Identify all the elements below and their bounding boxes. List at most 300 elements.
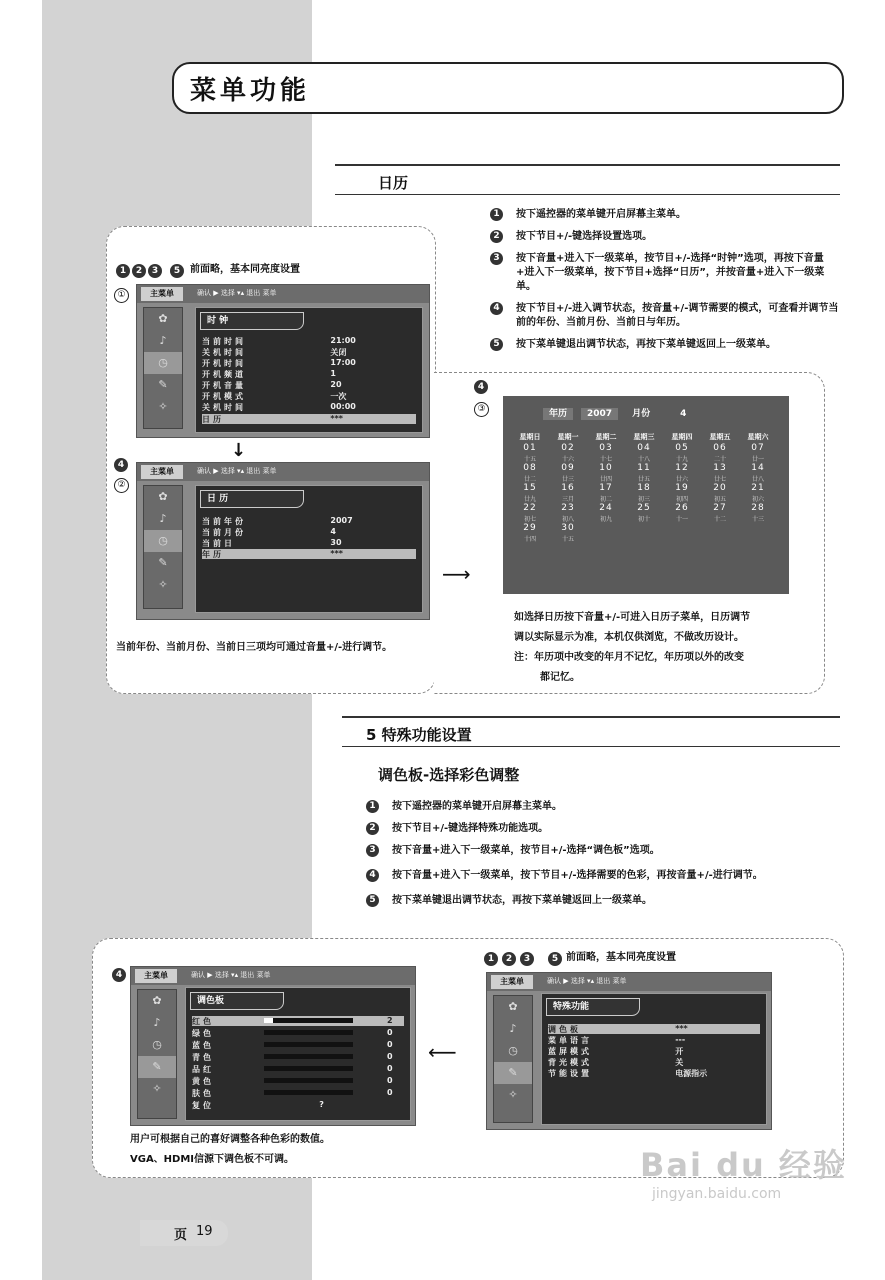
- date-cell: 19: [675, 483, 689, 493]
- date-cell: 07: [751, 443, 765, 453]
- section-rule: [342, 716, 840, 718]
- down-arrow-icon: ↓: [231, 440, 247, 461]
- row-value: 20: [330, 380, 342, 389]
- clock-icon: ◷: [508, 1044, 518, 1057]
- caption-line: 注：年历项中改变的年月不记忆，年历项以外的改变: [514, 652, 744, 663]
- menu-row: [202, 358, 416, 368]
- watermark-brand: Bai du 经验: [640, 1146, 847, 1184]
- level-bar: [264, 1090, 353, 1095]
- date-cell: 06: [713, 443, 727, 453]
- row-value: 0: [387, 1064, 393, 1073]
- lunar-cell: 廿六: [675, 476, 688, 483]
- main-menu-label: 主菜单: [141, 465, 183, 479]
- special-caption: [130, 1130, 330, 1170]
- date-cell: 17: [599, 483, 613, 493]
- step-marker: 4: [114, 458, 128, 472]
- lunar-cell: 初七: [523, 516, 536, 523]
- key-hint: 确认 ▶ 选择 ▾▴ 退出 菜单: [191, 971, 271, 979]
- special-steps: [366, 800, 786, 916]
- row-label: 开机频道: [202, 370, 246, 379]
- lunar-cell: 十四: [523, 536, 536, 543]
- menu-sidebar: [493, 995, 533, 1123]
- level-bar-fill: [273, 1018, 353, 1023]
- date-cell: 28: [751, 503, 765, 513]
- lunar-cell: 廿七: [713, 476, 726, 483]
- row-label: 开机音量: [202, 381, 246, 390]
- menu-row: [548, 1046, 760, 1056]
- date-cell: 29: [523, 523, 537, 533]
- step-number: 5: [366, 894, 379, 907]
- date-cell: 30: [561, 523, 575, 533]
- lunar-cell: 初四: [675, 496, 688, 503]
- row-label: 蓝色: [192, 1041, 214, 1050]
- lunar-cell: 十八: [637, 456, 650, 463]
- row-label: 背光模式: [548, 1058, 592, 1067]
- row-label: 关机时间: [202, 348, 246, 357]
- calendar-grid: [511, 432, 783, 542]
- step-text: 按下菜单键退出调节状态，再按下菜单键返回上一级菜单。: [516, 339, 776, 350]
- date-row: [511, 443, 783, 453]
- row-value: 0: [387, 1040, 393, 1049]
- weekday-row: [511, 432, 783, 442]
- watermark-url: jingyan.baidu.com: [652, 1186, 782, 1202]
- page-number-box: [140, 1220, 228, 1246]
- tv-menu-screen-special: [486, 972, 772, 1130]
- date-cell: 16: [561, 483, 575, 493]
- palette-row: [192, 1088, 404, 1098]
- row-label: 绿色: [192, 1029, 214, 1038]
- key-hint: 确认 ▶ 选择 ▾▴ 退出 菜单: [547, 977, 627, 985]
- year-value: 2007: [581, 408, 618, 420]
- step-number: 1: [366, 800, 379, 813]
- lunar-row: [511, 474, 783, 482]
- row-value: 2007: [330, 516, 353, 525]
- palette-row: [192, 1064, 404, 1074]
- menu-sidebar: [137, 989, 177, 1119]
- lunar-cell: 初九: [599, 516, 612, 523]
- menu-panel: [541, 993, 767, 1125]
- menu-row: [202, 516, 416, 526]
- level-bar: [264, 1018, 353, 1023]
- date-row: [511, 483, 783, 493]
- step-text: 按下音量+进入下一级菜单，按下节目+/-选择需要的色彩，再按音量+/-进行调节。: [392, 870, 763, 881]
- lunar-row: [511, 494, 783, 502]
- panel-title: 调色板: [190, 992, 284, 1010]
- lunar-cell: 十五: [561, 536, 574, 543]
- date-cell: 03: [599, 443, 613, 453]
- step-marker: 4: [474, 380, 488, 394]
- level-bar-fill: [264, 1090, 353, 1095]
- year-label: 年历: [543, 408, 573, 420]
- step-item: [490, 338, 840, 352]
- palette-row-selected: [192, 1016, 404, 1026]
- tv-menu-screen-clock: [136, 284, 430, 438]
- date-row: [511, 523, 783, 533]
- palette-row: [192, 1028, 404, 1038]
- calendar-caption-left: 当前年份、当前月份、当前日三项均可通过音量+/-进行调节。: [116, 642, 393, 653]
- picture-icon: ✿: [508, 1000, 518, 1013]
- step-item: [490, 230, 840, 244]
- lunar-cell: 廿五: [637, 476, 650, 483]
- section-rule: [335, 164, 840, 166]
- row-value: 0: [387, 1028, 393, 1037]
- year-calendar-screen: [503, 396, 789, 594]
- row-label: 蓝屏模式: [548, 1047, 592, 1056]
- row-value: 0: [387, 1088, 393, 1097]
- weekday: 星期二: [595, 433, 617, 441]
- row-label: 开机模式: [202, 392, 246, 401]
- step-item: [366, 866, 786, 886]
- setup-icon: ✎: [158, 378, 168, 391]
- row-label: 年历: [202, 550, 224, 559]
- group-num: 2: [502, 952, 516, 966]
- step-number: 4: [366, 869, 379, 882]
- date-cell: 05: [675, 443, 689, 453]
- date-cell: 02: [561, 443, 575, 453]
- lunar-cell: [625, 534, 663, 542]
- weekday: 星期四: [671, 433, 693, 441]
- step-item: [366, 800, 786, 814]
- lunar-cell: 初六: [751, 496, 764, 503]
- date-cell: [663, 523, 701, 533]
- date-cell: 01: [523, 443, 537, 453]
- tv-menu-screen-palette: [130, 966, 416, 1126]
- menu-row: [202, 402, 416, 412]
- section-title-calendar: 日历: [378, 174, 409, 192]
- lunar-cell: 十二: [713, 516, 726, 523]
- menu-panel: [195, 485, 423, 613]
- row-value: ***: [675, 1024, 688, 1033]
- page-number: 19: [196, 1224, 213, 1239]
- row-value: ***: [330, 549, 343, 558]
- row-value: 17:00: [330, 358, 356, 367]
- row-value: 21:00: [330, 336, 356, 345]
- lunar-cell: 十六: [561, 456, 574, 463]
- row-label: 当前月份: [202, 528, 246, 537]
- step-text: 按下节目+/-进入调节状态，按音量+/-调节需要的模式，可查看并调节当前的年份、当前月份、当前日与年历。: [516, 303, 839, 328]
- lunar-cell: 十三: [751, 516, 764, 523]
- palette-row: [192, 1040, 404, 1050]
- row-label: 日历: [202, 415, 224, 424]
- date-cell: 25: [637, 503, 651, 513]
- section-subtitle-palette: 调色板-选择彩色调整: [378, 766, 520, 784]
- setup-icon: ✎: [158, 556, 168, 569]
- lunar-row: [511, 454, 783, 462]
- lunar-cell: 十九: [675, 456, 688, 463]
- lunar-cell: 廿九: [523, 496, 536, 503]
- level-bar-fill: [264, 1078, 353, 1083]
- row-value: 2: [387, 1016, 393, 1025]
- row-value: 关: [675, 1058, 684, 1067]
- sound-icon: ♪: [153, 1016, 161, 1029]
- main-menu-label: 主菜单: [141, 287, 183, 301]
- page-label: 页: [174, 1228, 188, 1243]
- lunar-cell: 廿三: [561, 476, 574, 483]
- step-text: 按下音量+进入下一级菜单，按节目+/-选择“时钟”选项，再按下音量+进入下一级菜单，按下节目+选择“日历”，并按音量+进入下一级菜单。: [516, 253, 825, 292]
- group-num: 5: [548, 952, 562, 966]
- lunar-row: [511, 514, 783, 522]
- lunar-cell: 廿四: [599, 476, 612, 483]
- key-hint: 确认 ▶ 选择 ▾▴ 退出 菜单: [197, 467, 277, 475]
- lunar-cell: 初十: [637, 516, 650, 523]
- lunar-cell: [587, 534, 625, 542]
- level-bar-fill: [264, 1042, 353, 1047]
- section-title-special: 5 特殊功能设置: [366, 726, 472, 744]
- date-cell: 26: [675, 503, 689, 513]
- row-value: 30: [330, 538, 342, 547]
- date-cell: [587, 523, 625, 533]
- menu-row: [202, 347, 416, 357]
- menu-row-selected: [548, 1024, 760, 1034]
- caption-line: 用户可根据自己的喜好调整各种色彩的数值。: [130, 1134, 330, 1145]
- lunar-cell: 十七: [599, 456, 612, 463]
- date-cell: 09: [561, 463, 575, 473]
- date-cell: 22: [523, 503, 537, 513]
- lunar-cell: 初八: [561, 516, 574, 523]
- menu-panel: [195, 307, 423, 433]
- row-label: 品红: [192, 1065, 214, 1074]
- weekday: 星期五: [709, 433, 731, 441]
- sound-icon: ♪: [159, 512, 167, 525]
- setup-icon: ✎: [494, 1062, 532, 1084]
- special-icon: ✧: [158, 400, 168, 413]
- step-number: 5: [490, 338, 503, 351]
- lunar-cell: 初三: [637, 496, 650, 503]
- lunar-cell: [663, 534, 701, 542]
- step-text: 按下节目+/-键选择设置选项。: [516, 231, 653, 242]
- step-number: 2: [366, 822, 379, 835]
- calendar-header: [543, 406, 686, 419]
- special-icon: ✧: [158, 578, 168, 591]
- step-number: 1: [490, 208, 503, 221]
- step-text: 按下节目+/-键选择特殊功能选项。: [392, 823, 549, 834]
- section-rule: [335, 194, 840, 195]
- step-item: [490, 208, 840, 222]
- row-value: 1: [330, 369, 336, 378]
- picture-icon: ✿: [152, 994, 162, 1007]
- special-icon: ✧: [508, 1088, 518, 1101]
- level-bar-fill: [264, 1066, 353, 1071]
- menu-row-selected: [202, 549, 416, 559]
- lunar-cell: 十五: [523, 456, 536, 463]
- row-value: 0: [387, 1052, 393, 1061]
- month-value: 4: [680, 409, 687, 419]
- step-text: 按下遥控器的菜单键开启屏幕主菜单。: [392, 801, 562, 812]
- row-label: 青色: [192, 1053, 214, 1062]
- calendar-weeks: [511, 443, 783, 542]
- clock-icon: ◷: [152, 1038, 162, 1051]
- step-text: 按下菜单键退出调节状态，再按下菜单键返回上一级菜单。: [392, 895, 652, 906]
- baidu-watermark: [640, 1140, 847, 1202]
- menu-row: [202, 369, 416, 379]
- row-label: 当前日: [202, 539, 235, 548]
- row-value: ---: [675, 1035, 686, 1044]
- menu-row: [202, 391, 416, 401]
- screen-marker: ①: [114, 288, 129, 303]
- row-label: 菜单语言: [548, 1036, 592, 1045]
- step-number: 4: [490, 302, 503, 315]
- row-label: 黄色: [192, 1077, 214, 1086]
- group-num: 3: [148, 264, 162, 278]
- palette-row: [192, 1052, 404, 1062]
- lunar-cell: [701, 534, 739, 542]
- level-bar: [264, 1066, 353, 1071]
- date-cell: 12: [675, 463, 689, 473]
- row-value: 电源指示: [675, 1069, 708, 1078]
- lunar-cell: 廿二: [523, 476, 536, 483]
- calendar-steps: [490, 208, 840, 360]
- lunar-cell: 三月: [561, 496, 574, 503]
- menu-sidebar: [143, 485, 183, 609]
- row-label: 红色: [192, 1017, 214, 1026]
- calendar-caption-right: [514, 608, 824, 688]
- date-cell: [625, 523, 663, 533]
- row-value: 4: [330, 527, 336, 536]
- step-number: 2: [490, 230, 503, 243]
- date-cell: 23: [561, 503, 575, 513]
- step-number: 3: [490, 252, 503, 265]
- step-text: 按下遥控器的菜单键开启屏幕主菜单。: [516, 209, 686, 220]
- group-label: 前面略，基本同亮度设置: [566, 952, 676, 963]
- right-arrow-icon: ⟶: [442, 562, 471, 586]
- date-cell: 14: [751, 463, 765, 473]
- row-value: 0: [387, 1076, 393, 1085]
- palette-row: [192, 1076, 404, 1086]
- date-cell: 18: [637, 483, 651, 493]
- sound-icon: ♪: [509, 1022, 517, 1035]
- level-bar: [264, 1078, 353, 1083]
- key-hint: 确认 ▶ 选择 ▾▴ 退出 菜单: [197, 289, 277, 297]
- menu-row: [202, 336, 416, 346]
- row-value: 开: [675, 1047, 684, 1056]
- step-marker: 4: [112, 968, 126, 982]
- month-label: 月份: [632, 409, 651, 419]
- menu-row-selected: [202, 414, 416, 424]
- weekday: 星期六: [747, 433, 769, 441]
- group-num: 3: [520, 952, 534, 966]
- group-label: 前面略，基本同亮度设置: [190, 264, 300, 275]
- caption-line: 如选择日历按下音量+/-可进入日历子菜单，日历调节: [514, 612, 751, 623]
- menu-row: [548, 1035, 760, 1045]
- level-bar: [264, 1042, 353, 1047]
- lunar-cell: 十一: [675, 516, 688, 523]
- menu-row: [202, 380, 416, 390]
- step-item: [366, 822, 786, 836]
- row-label: 复位: [192, 1101, 214, 1110]
- level-bar: [264, 1030, 353, 1035]
- lunar-cell: 廿八: [751, 476, 764, 483]
- lunar-row: [511, 534, 783, 542]
- main-menu-label: 主菜单: [135, 969, 177, 983]
- row-label: 当前时间: [202, 337, 246, 346]
- weekday: 星期日: [519, 433, 541, 441]
- date-cell: 20: [713, 483, 727, 493]
- panel-title: 时 钟: [200, 312, 304, 330]
- caption-line: VGA、HDMI信源下调色板不可调。: [130, 1154, 295, 1165]
- weekday: 星期三: [633, 433, 655, 441]
- menu-row: [548, 1057, 760, 1067]
- lunar-cell: [739, 534, 777, 542]
- page-title: 菜单功能: [190, 76, 311, 106]
- group-num: 5: [170, 264, 184, 278]
- date-cell: 04: [637, 443, 651, 453]
- date-cell: [739, 523, 777, 533]
- row-label: 关机时间: [202, 403, 246, 412]
- screen-marker: ②: [114, 478, 129, 493]
- panel-title: 日 历: [200, 490, 304, 508]
- step-number: 3: [366, 844, 379, 857]
- palette-row: [192, 1100, 404, 1110]
- row-value: 关闭: [330, 348, 347, 357]
- date-cell: 10: [599, 463, 613, 473]
- step-item: [490, 302, 840, 330]
- row-label: 调色板: [548, 1025, 581, 1034]
- weekday: 星期一: [557, 433, 579, 441]
- group-num: 2: [132, 264, 146, 278]
- date-cell: 21: [751, 483, 765, 493]
- date-cell: 11: [637, 463, 651, 473]
- level-bar-fill: [264, 1054, 353, 1059]
- row-label: 开机时间: [202, 359, 246, 368]
- picture-icon: ✿: [158, 490, 168, 503]
- setup-icon: ✎: [138, 1056, 176, 1078]
- row-value: 一次: [330, 392, 347, 401]
- clock-icon: ◷: [144, 530, 182, 552]
- row-label: 当前年份: [202, 517, 246, 526]
- section-rule: [342, 746, 840, 747]
- menu-row: [202, 538, 416, 548]
- date-cell: 24: [599, 503, 613, 513]
- row-value: ***: [330, 414, 343, 423]
- step-text: 按下音量+进入下一级菜单，按节目+/-选择“调色板”选项。: [392, 845, 660, 856]
- lunar-cell: 初五: [713, 496, 726, 503]
- caption-line: 都记忆。: [540, 672, 580, 683]
- level-bar-fill: [264, 1030, 353, 1035]
- caption-line: 调以实际显示为准，本机仅供浏览，不做改历设计。: [514, 632, 744, 643]
- lunar-cell: 二十: [713, 456, 726, 463]
- date-cell: [701, 523, 739, 533]
- date-cell: 15: [523, 483, 537, 493]
- row-label: 节能设置: [548, 1069, 592, 1078]
- step-item: [366, 894, 786, 908]
- group-num: 1: [484, 952, 498, 966]
- clock-icon: ◷: [144, 352, 182, 374]
- menu-panel: [185, 987, 411, 1121]
- lunar-cell: 廿一: [751, 456, 764, 463]
- date-cell: 27: [713, 503, 727, 513]
- menu-sidebar: [143, 307, 183, 429]
- tv-menu-screen-calendar: [136, 462, 430, 620]
- step-item: [490, 252, 840, 294]
- menu-row: [548, 1068, 760, 1078]
- menu-row: [202, 527, 416, 537]
- date-row: [511, 503, 783, 513]
- group-num: 1: [116, 264, 130, 278]
- panel-title: 特殊功能: [546, 998, 640, 1016]
- date-cell: 13: [713, 463, 727, 473]
- screen-marker: ③: [474, 402, 489, 417]
- date-cell: 08: [523, 463, 537, 473]
- main-menu-label: 主菜单: [491, 975, 533, 989]
- lunar-cell: 初二: [599, 496, 612, 503]
- picture-icon: ✿: [158, 312, 168, 325]
- left-arrow-icon: ⟵: [428, 1040, 457, 1064]
- row-value: ?: [319, 1100, 324, 1109]
- special-icon: ✧: [152, 1082, 162, 1095]
- date-row: [511, 463, 783, 473]
- level-bar: [264, 1054, 353, 1059]
- row-value: 00:00: [330, 402, 356, 411]
